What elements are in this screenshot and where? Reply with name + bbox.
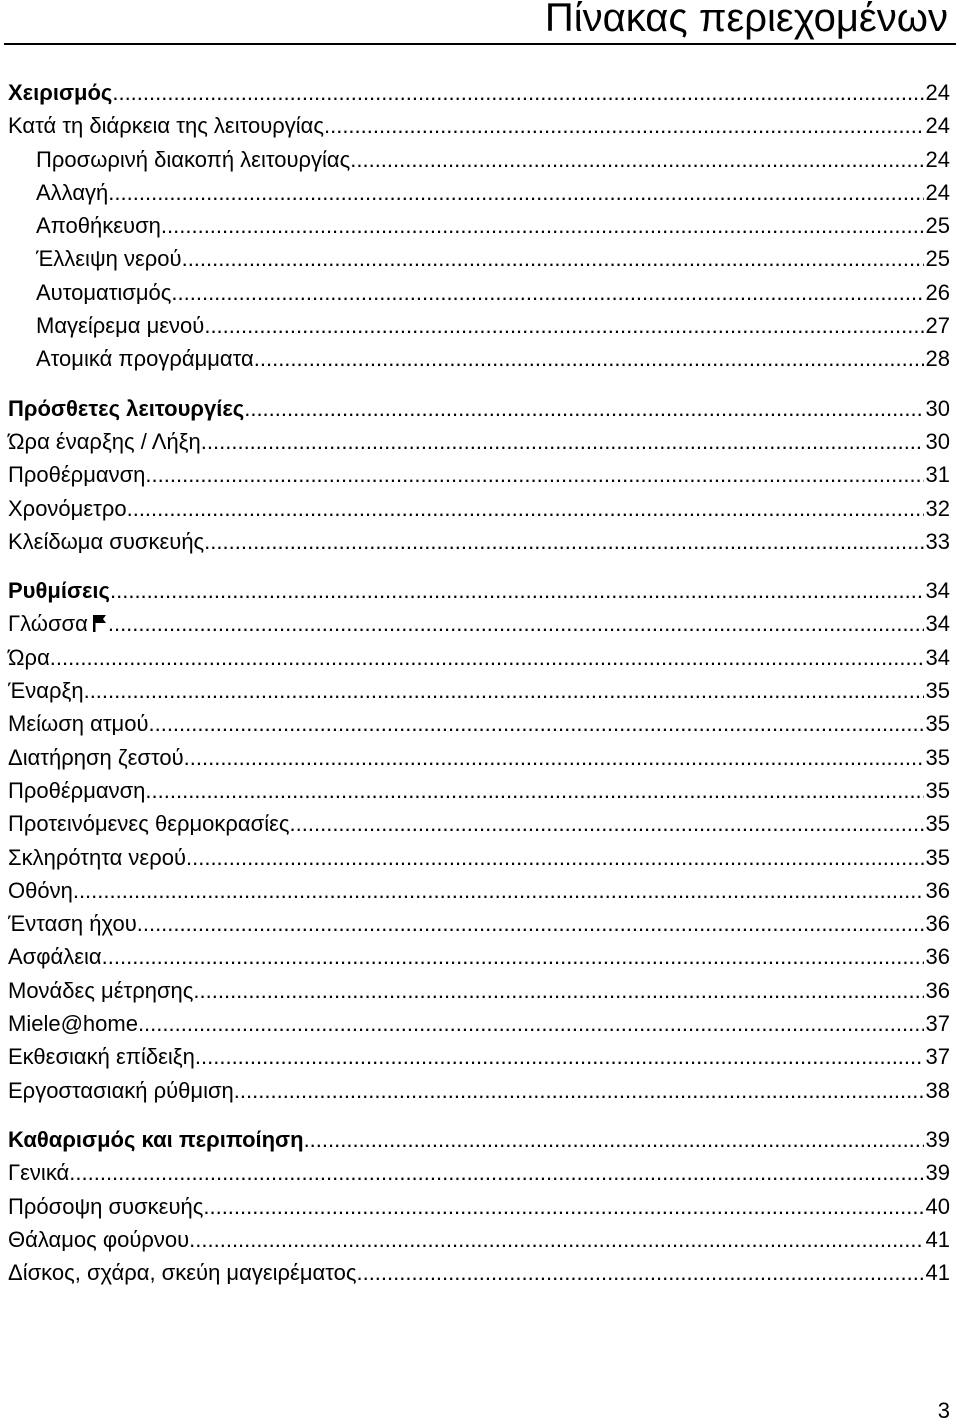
toc-leader-dots xyxy=(138,1007,924,1040)
toc-entry-label: Θάλαμος φούρνου xyxy=(8,1226,190,1252)
toc-leader-dots xyxy=(203,1190,923,1223)
toc-entry-label: Έλλειψη νερού xyxy=(36,246,182,272)
toc-leader-dots xyxy=(182,242,924,275)
toc-entry-page: 35 xyxy=(925,678,950,704)
toc-leader-dots xyxy=(234,1074,924,1107)
toc-entry-label: Miele@home xyxy=(8,1011,138,1037)
toc-entry[interactable] xyxy=(8,940,950,973)
toc-entry-label: Κατά τη διάρκεια της λειτουργίας xyxy=(8,113,324,139)
toc-entry-page: 24 xyxy=(925,113,950,139)
toc-entry[interactable] xyxy=(8,974,950,1007)
toc-entry-label: Γενικά xyxy=(8,1160,70,1186)
toc-entry-label: Εργοστασιακή ρύθμιση xyxy=(8,1077,234,1103)
toc-leader-dots xyxy=(350,143,923,176)
toc-leader-dots xyxy=(193,974,923,1007)
toc-entry-page: 30 xyxy=(925,428,950,454)
toc-entry-page: 35 xyxy=(925,811,950,837)
toc-entry-page: 24 xyxy=(925,146,950,172)
toc-entry-page: 28 xyxy=(925,346,950,372)
toc-leader-dots xyxy=(195,1040,924,1073)
toc-entry[interactable] xyxy=(8,607,950,640)
toc-leader-dots xyxy=(204,309,923,342)
toc-entry[interactable] xyxy=(8,707,950,740)
toc-entry-label: Διατήρηση ζεστού xyxy=(8,744,184,770)
toc-entry[interactable] xyxy=(8,841,950,874)
toc-entry-page: 37 xyxy=(925,1011,950,1037)
toc-entry-label: Προτεινόμενες θερμοκρασίες xyxy=(8,811,290,837)
toc-leader-dots xyxy=(145,458,923,491)
toc-entry-page: 31 xyxy=(925,462,950,488)
toc-entry[interactable] xyxy=(8,242,950,275)
toc-entry[interactable] xyxy=(8,1123,950,1156)
toc-entry-page: 26 xyxy=(925,279,950,305)
toc-entry-label: Σκληρότητα νερού xyxy=(8,844,186,870)
toc-entry-page: 41 xyxy=(925,1226,950,1252)
toc-entry-label: Προθέρμανση xyxy=(8,462,146,488)
toc-entry-page: 25 xyxy=(925,246,950,272)
toc-entry-label: Ασφάλεια xyxy=(8,944,102,970)
toc-entry[interactable] xyxy=(8,574,950,607)
toc-entry[interactable] xyxy=(8,1007,950,1040)
toc-entry[interactable] xyxy=(8,342,950,375)
toc-entry-label: Ατομικά προγράμματα xyxy=(36,346,254,372)
flag-icon xyxy=(88,607,108,640)
toc-entry-label: Δίσκος, σχάρα, σκεύη μαγειρέματος xyxy=(8,1260,357,1286)
toc-entry-label: Χειρισμός xyxy=(8,80,113,105)
toc-entry-page: 24 xyxy=(925,80,950,105)
toc-leader-dots xyxy=(110,574,924,607)
toc-entry-page: 35 xyxy=(925,777,950,803)
toc-entry-page: 39 xyxy=(925,1160,950,1186)
toc-leader-dots xyxy=(324,109,924,142)
page-title: Πίνακας περιεχομένων xyxy=(544,0,948,40)
toc-entry[interactable] xyxy=(8,309,950,342)
toc-entry-label: Χρονόμετρο xyxy=(8,495,127,521)
toc-leader-dots xyxy=(102,940,924,973)
toc-entry[interactable] xyxy=(8,109,950,142)
toc-leader-dots xyxy=(204,525,923,558)
toc-entry[interactable] xyxy=(8,641,950,674)
toc-entry-label: Πρόσοψη συσκευής xyxy=(8,1193,204,1219)
toc-entry-label: Πρόσθετες λειτουργίες xyxy=(8,395,245,421)
toc-entry-label: Κλείδωμα συσκευής xyxy=(8,528,205,554)
toc-entry[interactable] xyxy=(8,874,950,907)
toc-entry-page: 34 xyxy=(925,578,950,604)
footer-page-number: 3 xyxy=(937,1398,950,1423)
toc-leader-dots xyxy=(304,1123,924,1156)
toc-leader-dots xyxy=(73,874,924,907)
toc-entry[interactable] xyxy=(8,492,950,525)
toc-entry[interactable] xyxy=(8,1256,950,1289)
toc-entry-label: Μονάδες μέτρησης xyxy=(8,977,194,1003)
toc-entry[interactable] xyxy=(8,176,950,209)
toc-entry-label: Αυτοματισμός xyxy=(36,279,172,305)
toc-entry[interactable] xyxy=(8,392,950,425)
toc-entry[interactable] xyxy=(8,276,950,309)
toc-entry-label: Ώρα έναρξης / Λήξη xyxy=(8,428,201,454)
toc-leader-dots xyxy=(50,641,924,674)
toc-entry-page: 35 xyxy=(925,844,950,870)
toc-entry-label: Γλώσσα xyxy=(8,611,88,637)
toc-leader-dots xyxy=(189,1223,923,1256)
toc-entry[interactable] xyxy=(8,143,950,176)
toc-entry-label: Μείωση ατμού xyxy=(8,711,149,737)
toc-entry-label: Έναρξη xyxy=(8,678,84,704)
toc-entry-page: 33 xyxy=(925,528,950,554)
toc-entry-label: Ρυθμίσεις xyxy=(8,578,110,604)
toc-leader-dots xyxy=(127,492,924,525)
title-divider xyxy=(4,43,956,45)
toc-entry-page: 34 xyxy=(925,611,950,637)
toc-entry-label: Εκθεσιακή επίδειξη xyxy=(8,1044,195,1070)
toc-leader-dots xyxy=(171,276,923,309)
toc-entry-page: 34 xyxy=(925,644,950,670)
toc-leader-dots xyxy=(137,907,924,940)
toc-leader-dots xyxy=(84,674,924,707)
toc-entry[interactable] xyxy=(8,209,950,242)
toc-leader-dots xyxy=(244,392,923,425)
toc-entry-page: 35 xyxy=(925,744,950,770)
toc-entry[interactable] xyxy=(8,1040,950,1073)
toc-leader-dots xyxy=(108,176,923,209)
toc-entry-label: Αποθήκευση xyxy=(36,213,161,239)
toc-entry-page: 36 xyxy=(925,977,950,1003)
toc-entry-label: Μαγείρεμα μενού xyxy=(36,313,205,339)
toc-leader-dots xyxy=(148,707,923,740)
toc-entry-label: Προσωρινή διακοπή λειτουργίας xyxy=(36,146,351,172)
toc-entry-page: 24 xyxy=(925,179,950,205)
toc-entry[interactable] xyxy=(8,1074,950,1107)
toc-entry-page: 25 xyxy=(925,213,950,239)
toc-entry[interactable] xyxy=(8,907,950,940)
toc-leader-dots xyxy=(69,1156,923,1189)
toc-leader-dots xyxy=(108,607,924,640)
toc-entry-page: 37 xyxy=(925,1044,950,1070)
toc-leader-dots xyxy=(161,209,924,242)
toc-entry-page: 30 xyxy=(925,395,950,421)
toc-entry-page: 32 xyxy=(925,495,950,521)
toc-entry-label: Ένταση ήχου xyxy=(8,911,137,937)
toc-leader-dots xyxy=(254,342,924,375)
toc-entry[interactable] xyxy=(8,458,950,491)
toc-entry[interactable] xyxy=(8,807,950,840)
toc-entry[interactable] xyxy=(8,1156,950,1189)
toc-entry[interactable] xyxy=(8,774,950,807)
toc-entry-page: 38 xyxy=(925,1077,950,1103)
toc-entry-label: Καθαρισμός και περιποίηση xyxy=(8,1126,304,1152)
toc-entry-page: 36 xyxy=(925,911,950,937)
toc-entry-label: Προθέρμανση xyxy=(8,777,146,803)
toc-entry-page: 36 xyxy=(925,944,950,970)
toc-leader-dots xyxy=(145,774,923,807)
toc-entry-page: 27 xyxy=(925,313,950,339)
toc-leader-dots xyxy=(356,1256,923,1289)
toc-entry[interactable] xyxy=(8,1190,950,1223)
toc-entry[interactable] xyxy=(8,425,950,458)
toc-entry[interactable] xyxy=(8,674,950,707)
toc-entry[interactable] xyxy=(8,76,950,109)
toc-entry-page: 35 xyxy=(925,711,950,737)
toc-entry-label: Ώρα xyxy=(8,644,50,670)
toc-entry-page: 39 xyxy=(925,1126,950,1152)
toc-entry-page: 36 xyxy=(925,877,950,903)
toc-leader-dots xyxy=(184,741,924,774)
toc-leader-dots xyxy=(112,76,923,109)
toc-entry-label: Αλλαγή xyxy=(36,179,109,205)
toc-entry-label: Οθόνη xyxy=(8,877,73,903)
toc-leader-dots xyxy=(201,425,924,458)
toc-entry-page: 41 xyxy=(925,1260,950,1286)
toc-entry-page: 40 xyxy=(925,1193,950,1219)
toc-entry[interactable] xyxy=(8,741,950,774)
toc-leader-dots xyxy=(186,841,924,874)
table-of-contents xyxy=(8,76,950,1289)
toc-entry[interactable] xyxy=(8,525,950,558)
toc-entry[interactable] xyxy=(8,1223,950,1256)
toc-leader-dots xyxy=(290,807,924,840)
